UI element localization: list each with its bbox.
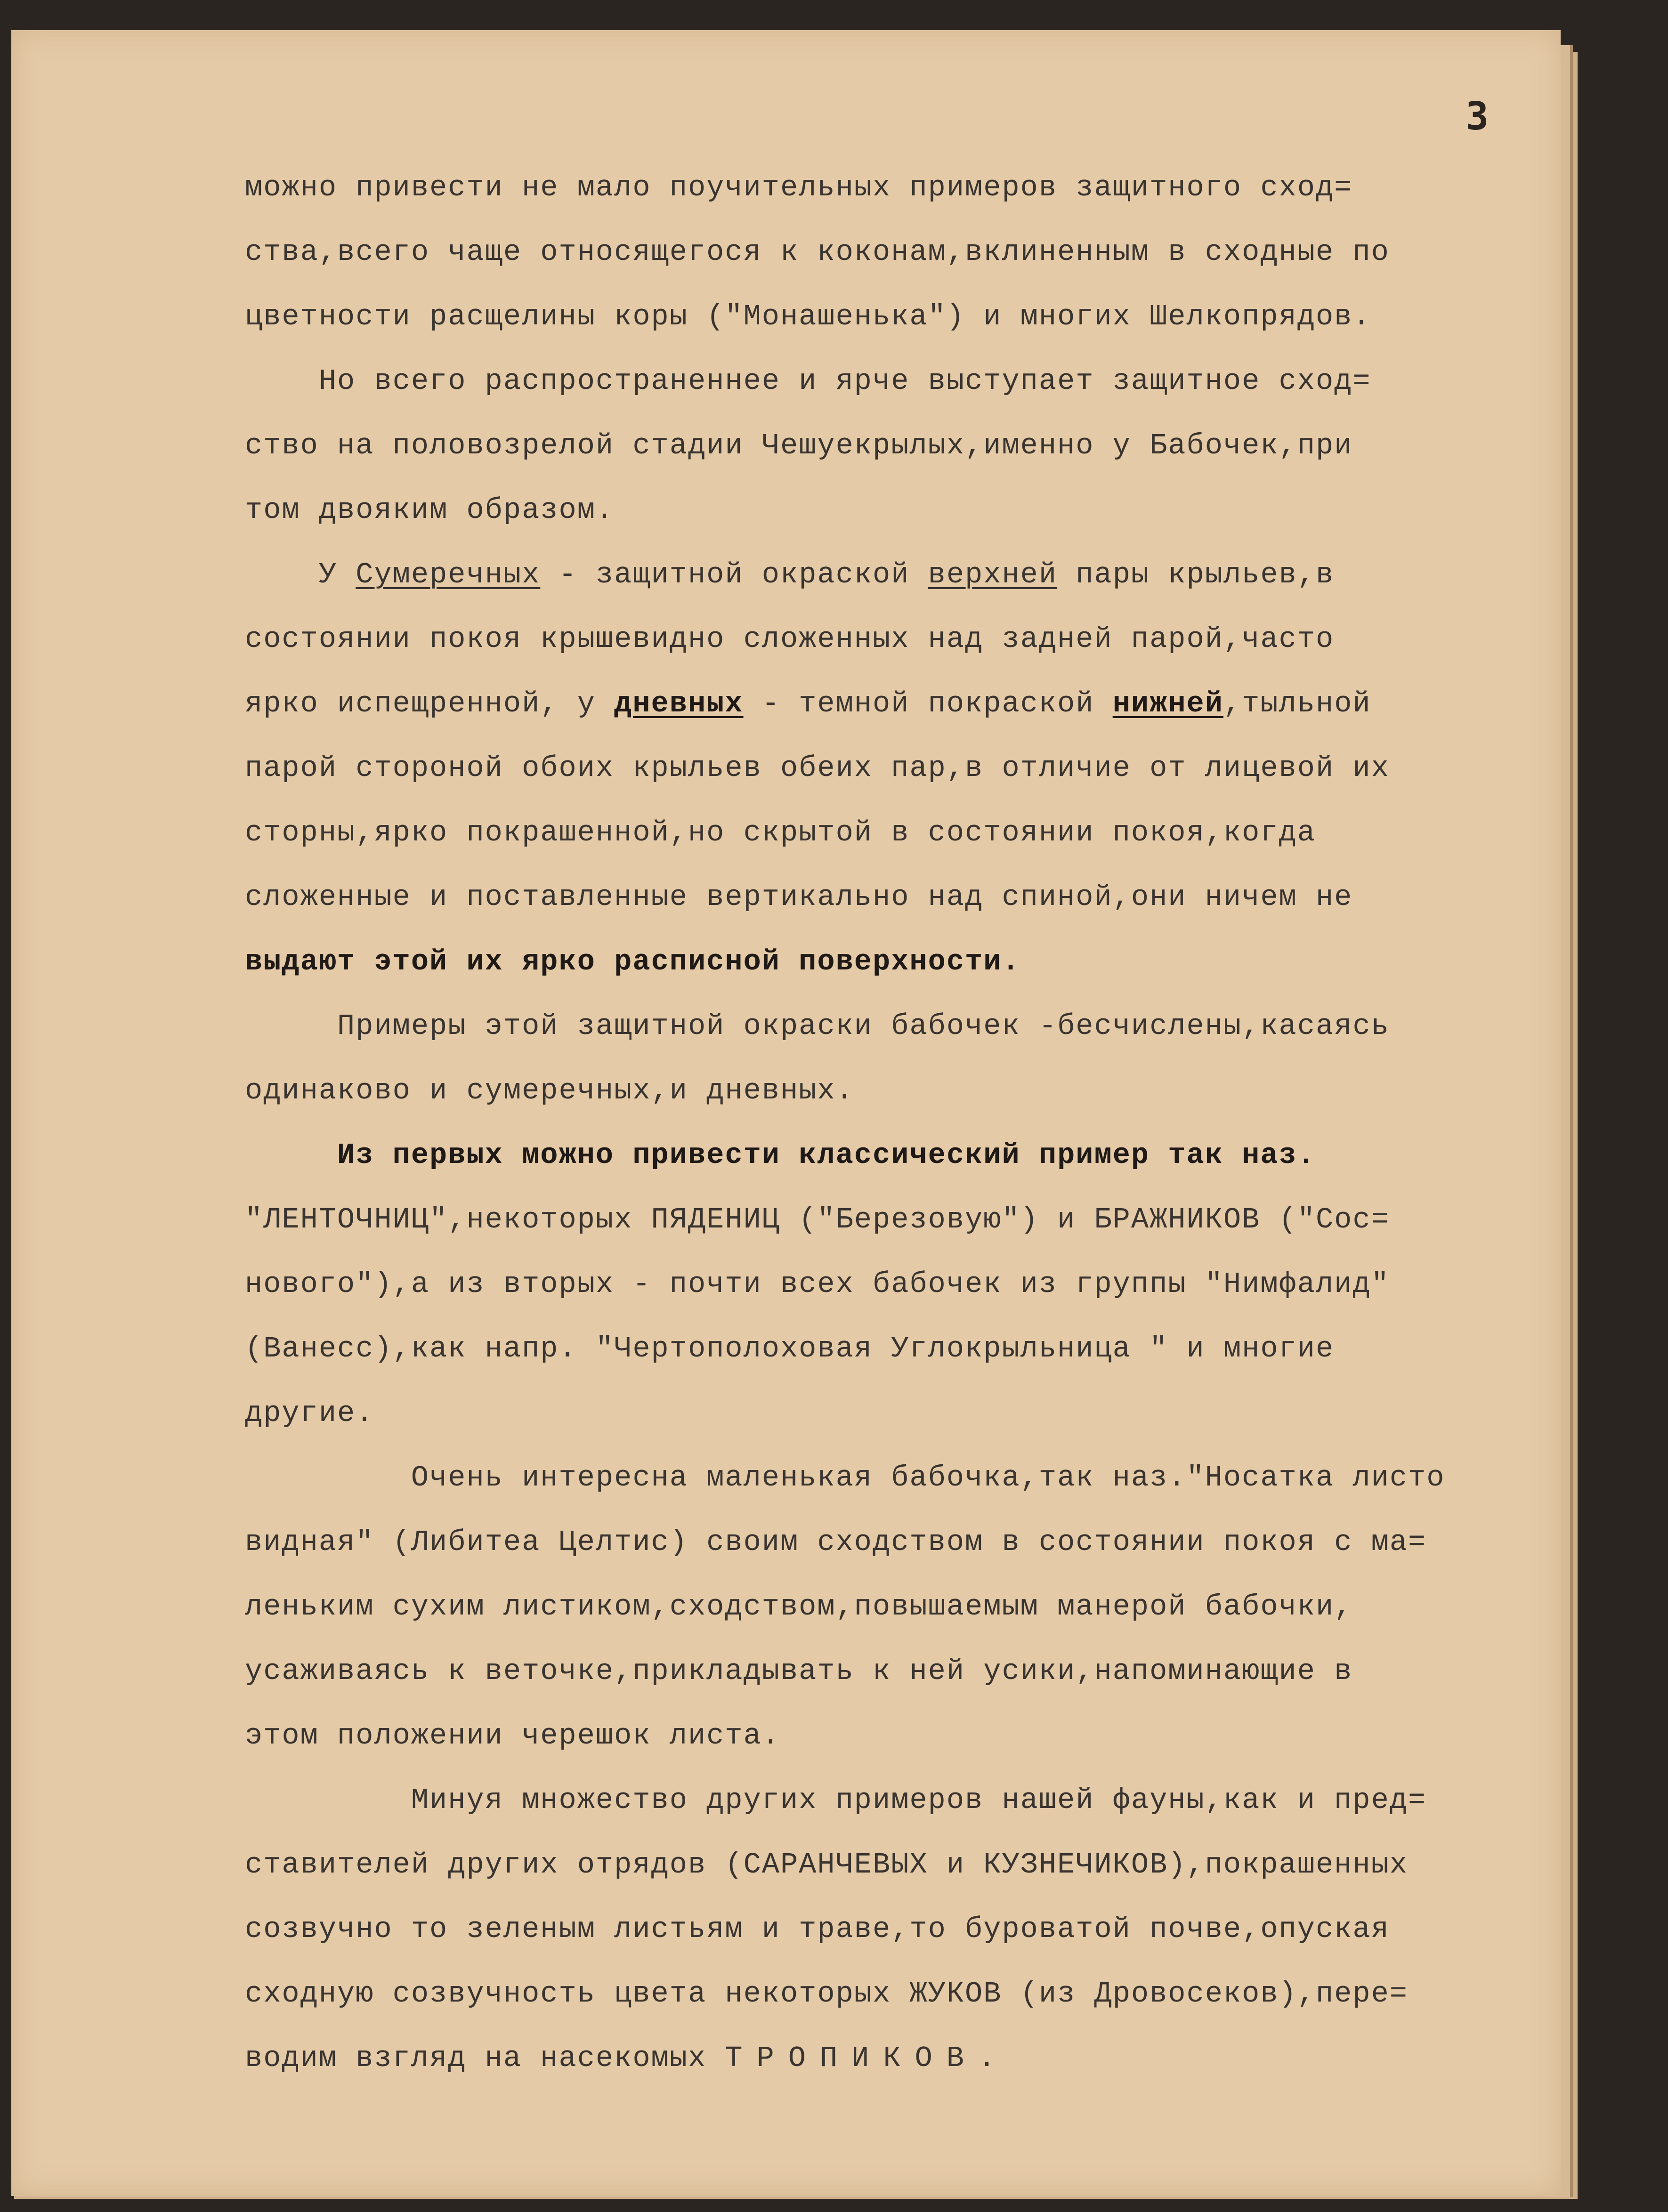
- text-line: можно привести не мало поучительных примеров защитного сход=: [245, 171, 1353, 204]
- text-line: другие.: [245, 1397, 374, 1430]
- text-line: созвучно то зеленым листьям и траве,то буроватой почве,опуская: [245, 1913, 1390, 1946]
- text-line: водим взгляд на насекомых ТРОПИКОВ.: [245, 2042, 997, 2075]
- text-line: сложенные и поставленные вертикально над спиной,они ничем не: [245, 880, 1353, 914]
- text-line: леньким сухим листиком,сходством,повышаемым манерой бабочки,: [245, 1590, 1353, 1623]
- text-line: Примеры этой защитной окраски бабочек -бесчислены,касаясь: [245, 1009, 1390, 1043]
- text-line: одинаково и сумеречных,и дневных.: [245, 1074, 854, 1107]
- text-line: нового"),а из вторых - почти всех бабочек из группы "Нимфалид": [245, 1267, 1390, 1301]
- text-line: ставителей других отрядов (САРАНЧЕВЫХ и КУЗНЕЧИКОВ),покрашенных: [245, 1848, 1408, 1881]
- text-line: парой стороной обоих крыльев обеих пар,в отличие от лицевой их: [245, 751, 1390, 785]
- text-line: этом положении черешок листа.: [245, 1719, 780, 1752]
- text-line: сходную созвучность цвета некоторых ЖУКОВ (из Дровосеков),пере=: [245, 1977, 1408, 2010]
- text-line: цветности расщелины коры ("Монашенька") и многих Шелкопрядов.: [245, 300, 1371, 333]
- text-line: ярко испещренной, у дневных - темной покраской нижней,тыльной: [245, 687, 1371, 720]
- text-line: Но всего распространеннее и ярче выступает защитное сход=: [245, 364, 1371, 398]
- text-line: том двояким образом.: [245, 493, 615, 527]
- text-line: усаживаясь к веточке,прикладывать к ней усики,напоминающие в: [245, 1655, 1353, 1688]
- text-line: ства,всего чаще относящегося к коконам,вклиненным в сходные по: [245, 235, 1390, 269]
- underlined-word: Сумеречных: [356, 558, 541, 591]
- underlined-word: верхней: [928, 558, 1058, 591]
- page-number: 3: [1466, 94, 1489, 139]
- text-line: У Сумеречных - защитной окраской верхней пары крыльев,в: [245, 558, 1335, 591]
- underlined-word: дневных: [614, 687, 744, 720]
- text-line: Очень интересна маленькая бабочка,так наз."Носатка листо: [245, 1461, 1445, 1494]
- text-line: сторны,ярко покрашенной,но скрытой в состоянии покоя,когда: [245, 816, 1316, 849]
- text-line: состоянии покоя крышевидно сложенных над задней парой,часто: [245, 622, 1335, 656]
- text-line: выдают этой их ярко расписной поверхности.: [245, 945, 1020, 978]
- text-line: (Ванесс),как напр. "Чертополоховая Углокрыльница " и многие: [245, 1332, 1335, 1365]
- text-line: ство на половозрелой стадии Чешуекрылых,именно у Бабочек,при: [245, 429, 1353, 462]
- text-line: "ЛЕНТОЧНИЦ",некоторых ПЯДЕНИЦ ("Березовую") и БРАЖНИКОВ ("Сос=: [245, 1203, 1390, 1236]
- underlined-word: нижней: [1112, 687, 1223, 720]
- spaced-word: ТРОПИКОВ: [725, 2042, 979, 2075]
- text-line: Минуя множество других примеров нашей фауны,как и пред=: [245, 1784, 1427, 1817]
- typewritten-text: [245, 155, 1563, 2091]
- text-line: видная" (Либитеа Целтис) своим сходством в состоянии покоя с ма=: [245, 1526, 1427, 1559]
- text-line: Из первых можно привести классический пример так наз.: [245, 1138, 1316, 1172]
